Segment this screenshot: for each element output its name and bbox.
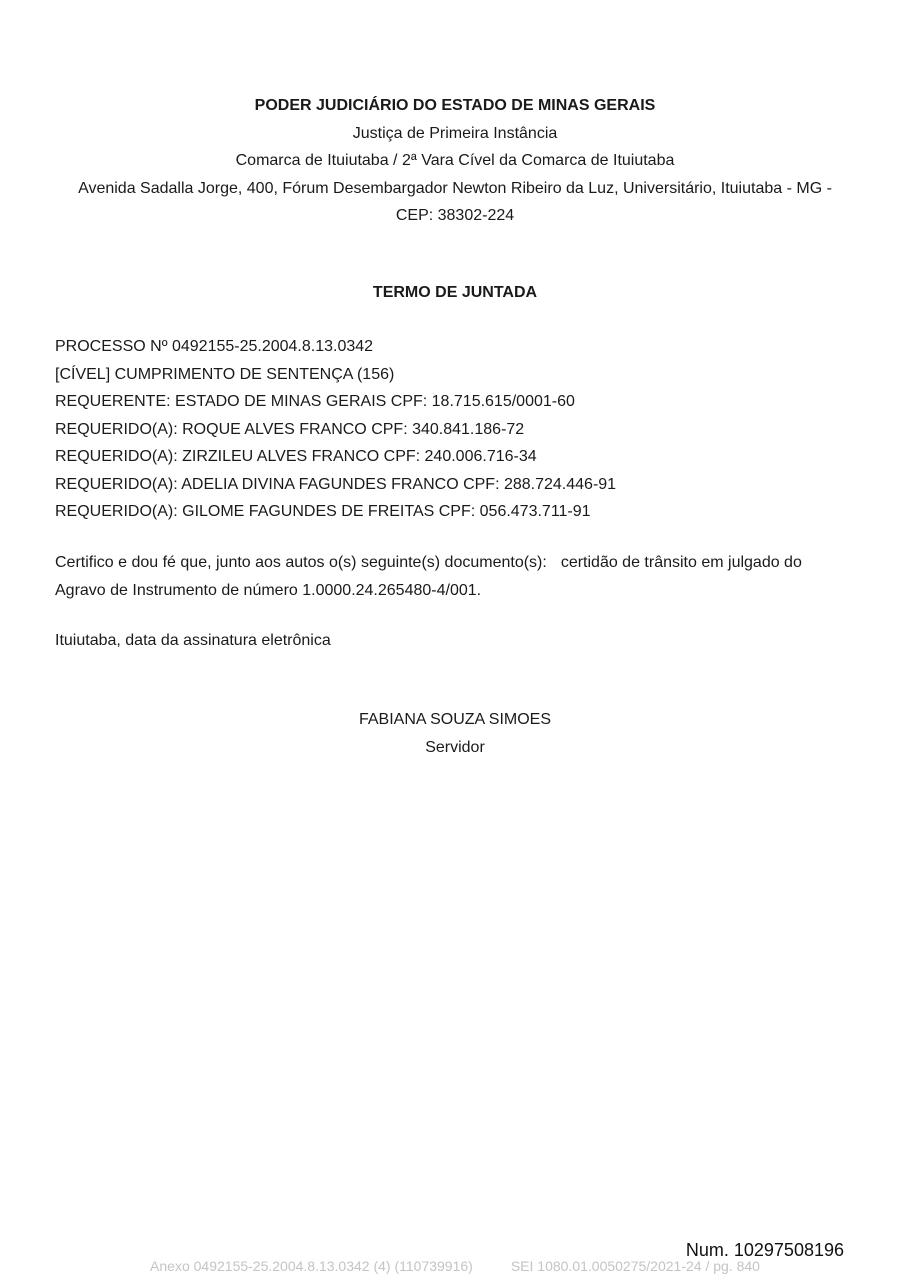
court-address-line-2: CEP: 38302-224 <box>395 207 515 224</box>
court-district: Comarca de Ituiutaba / 2ª Vara Cível da Comarca de Ituiutaba <box>235 152 675 169</box>
document-number: Num. 10297508196 <box>685 1240 844 1260</box>
signature-block <box>55 706 855 762</box>
certification-paragraph <box>55 549 855 605</box>
footer-annex: Anexo 0492155-25.2004.8.13.0342 (4) (110739916) <box>150 1258 473 1274</box>
footer-stamp <box>0 1257 910 1275</box>
place-date: Ituiutaba, data da assinatura eletrônica <box>55 632 331 649</box>
court-instance: Justiça de Primeira Instância <box>352 124 558 142</box>
certification-intro: Certifico e dou fé que, junto aos autos o(s) seguinte(s) documento(s): <box>55 554 547 571</box>
signer-role: Servidor <box>425 739 485 756</box>
signer-name: FABIANA SOUZA SIMOES <box>358 711 552 728</box>
footer-sei: SEI 1080.01.0050275/2021-24 / pg. 840 <box>510 1258 760 1274</box>
court-address-line-1: Avenida Sadalla Jorge, 400, Fórum Desembargador Newton Ribeiro da Luz, Universitário, Ituiutaba - MG - <box>78 179 832 197</box>
court-header <box>55 92 855 230</box>
party-requerido-2: REQUERIDO(A): ZIRZILEU ALVES FRANCO CPF: 240.006.716-34 <box>55 448 537 465</box>
certification-content: certidão de trânsito em julgado do Agravo de Instrumento de número 1.0000.24.265480-4/001. <box>55 554 802 599</box>
party-requerido-3: REQUERIDO(A): ADELIA DIVINA FAGUNDES FRANCO CPF: 288.724.446-91 <box>55 475 617 493</box>
party-requerido-4: REQUERIDO(A): GILOME FAGUNDES DE FREITAS CPF: 056.473.711-91 <box>55 503 591 520</box>
court-name: PODER JUDICIÁRIO DO ESTADO DE MINAS GERAIS <box>254 97 656 114</box>
case-class: [CÍVEL] CUMPRIMENTO DE SENTENÇA (156) <box>55 365 395 383</box>
document-title: TERMO DE JUNTADA <box>372 284 538 301</box>
party-requerido-1: REQUERIDO(A): ROQUE ALVES FRANCO CPF: 340.841.186-72 <box>55 420 525 438</box>
process-number: PROCESSO Nº 0492155-25.2004.8.13.0342 <box>55 338 374 355</box>
party-requerente: REQUERENTE: ESTADO DE MINAS GERAIS CPF: 18.715.615/0001-60 <box>55 393 575 410</box>
case-details <box>55 333 855 526</box>
